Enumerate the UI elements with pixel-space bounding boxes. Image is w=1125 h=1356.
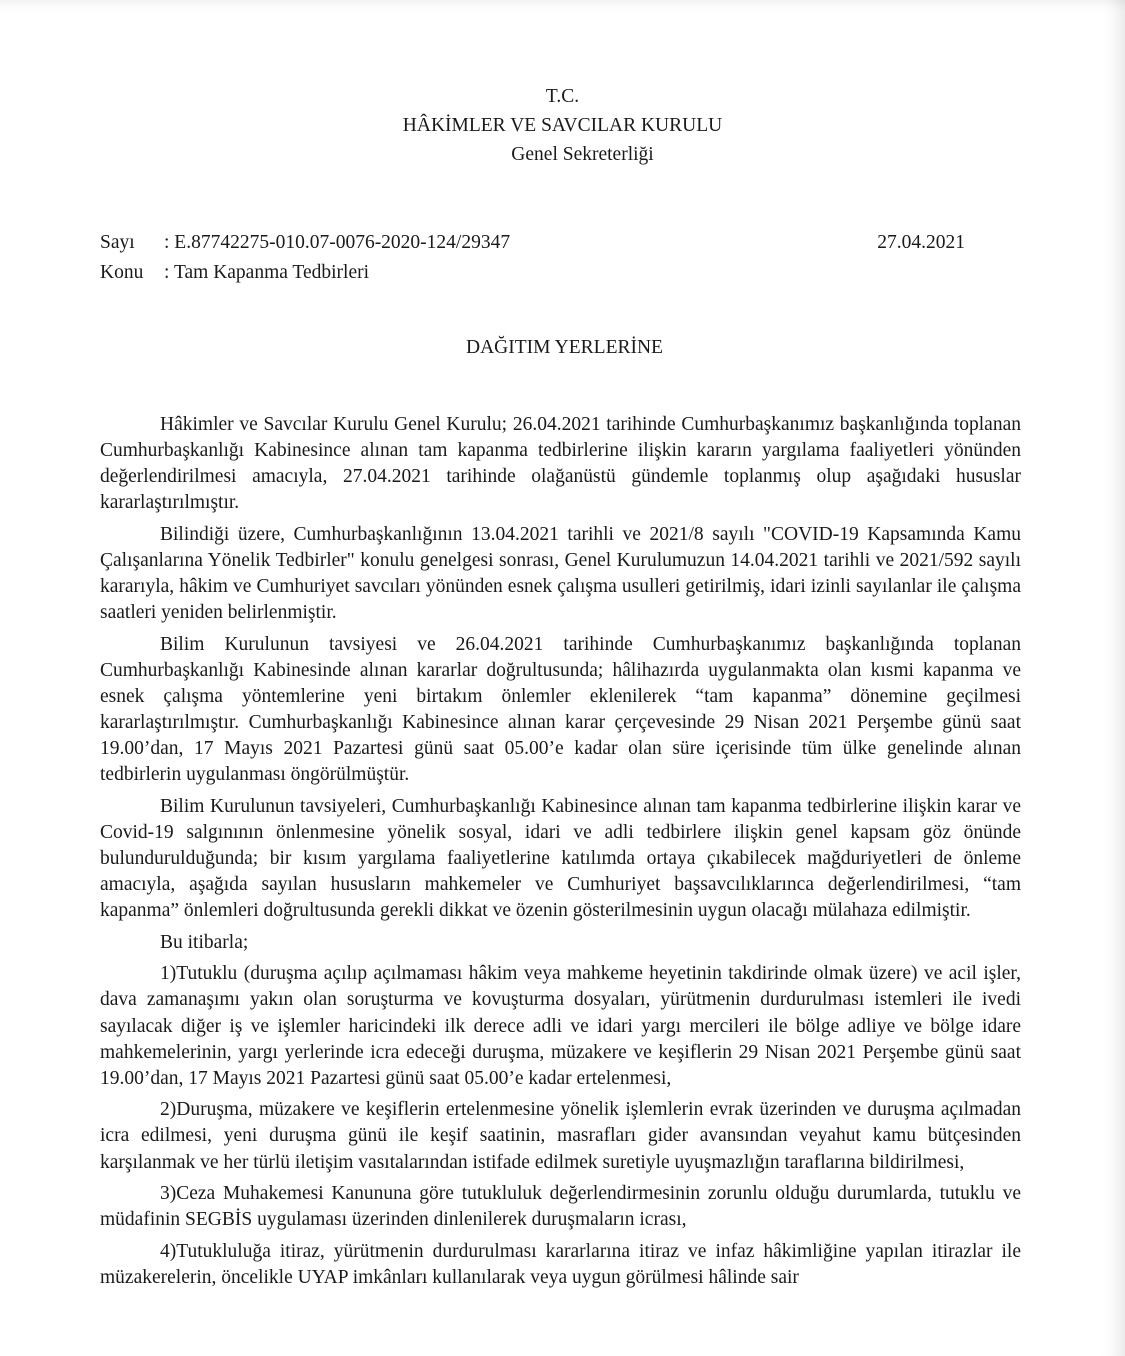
document-meta	[100, 228, 965, 288]
document-date: 27.04.2021	[877, 232, 965, 253]
reference-label: Sayı	[100, 232, 135, 253]
distribution-text: DAĞITIM YERLERİNE	[466, 337, 663, 358]
subject-row	[100, 258, 965, 288]
list-item-1: 1)Tutuklu (duruşma açılıp açılmaması hâkim veya mahkeme heyetinin takdirinde olmak üzere) ve acil işler, dava zamanaşımı yakın olan soruşturma ve kovuşturma dosyaları, yürütmenin durdurulması istemleri ile ivedi sayılacak diğer iş ve işlemler haricindeki ilk derece adli ve idari yargı mercileri ile bölge adliye ve bölge idare mahkemelerinin, yargı yerlerinde icra edeceği duruşma, müzakere ve keşiflerin 29 Nisan 2021 Perşembe günü saat 19.00’dan, 17 Mayıs 2021 Pazartesi günü saat 05.00’e kadar ertelenmesi,	[100, 963, 1021, 1089]
subject-label: Konu	[100, 262, 144, 283]
reference-row	[100, 228, 965, 258]
list-item-4: 4)Tutukluluğa itiraz, yürütmenin durdurulması kararlarına itiraz ve infaz hâkimliğine yapılan itirazlar ile müzakerelerin, öncelikle UYAP imkânları kullanılarak veya uygun görülmesi hâlinde sair	[100, 1240, 1021, 1288]
document-body	[100, 412, 1021, 1297]
header-republic: T.C.	[545, 86, 580, 107]
list-item-3: 3)Ceza Muhakemesi Kanununa göre tutukluluk değerlendirmesinin zorunlu olduğu durumlarda, tutuklu ve müdafinin SEGBİS uygulaması üzerinden dinlenilerek duruşmaların icrası,	[100, 1183, 1021, 1231]
header-department: Genel Sekreterliği	[511, 144, 654, 165]
reference-number: : E.87742275-010.07-0076-2020-124/29347	[164, 232, 511, 253]
paragraph-considerations: Bilim Kurulunun tavsiyeleri, Cumhurbaşkanlığı Kabinesince alınan tam kapanma tedbirlerine ilişkin karar ve Covid-19 salgınının önlenmesine yönelik sosyal, idari ve adli tedbirlere ilişkin genel kapsam göz önünde bulundurulduğunda; bir kısım yargılama faaliyetlerine katılımda ortaya çıkabilecek mağduriyetleri de önleme amacıyla, aşağıda sayılan hususların mahkemeler ve Cumhuriyet başsavcılıklarınca değerlendirilmesi, “tam kapanma” önlemleri doğrultusunda gerekli dikkat ve özenin gösterilmesinin uygun olacağı mülahaza edilmiştir.	[100, 795, 1021, 922]
list-item-2: 2)Duruşma, müzakere ve keşiflerin ertelenmesine yönelik işlemlerin evrak üzerinden ve duruşma açılmadan icra edilmesi, yeni duruşma günü ile keşif saatinin, masrafları gider avansından veyahut kamu bütçesinden karşılanmak ve her türlü iletişim vasıtalarından istifade edilmek suretiyle uyuşmazlığın taraflarına bildirilmesi,	[100, 1099, 1021, 1173]
letterhead	[0, 82, 1125, 169]
paragraph-background: Bilindiği üzere, Cumhurbaşkanlığının 13.04.2021 tarihli ve 2021/8 sayılı "COVID-19 Kapsamında Kamu Çalışanlarına Yönelik Tedbirler" konulu genelgesi sonrası, Genel Kurulumuzun 14.04.2021 tarihli ve 2021/592 sayılı kararıyla, hâkim ve Cumhuriyet savcıları yönünden esnek çalışma usulleri getirilmiş, idari izinli sayılanlar ile çalışma saatleri yeniden belirlenmiştir.	[100, 523, 1021, 624]
header-institution: HÂKİMLER VE SAVCILAR KURULU	[402, 115, 723, 136]
paragraph-intro: Hâkimler ve Savcılar Kurulu Genel Kurulu; 26.04.2021 tarihinde Cumhurbaşkanımız başkanlığında toplanan Cumhurbaşkanlığı Kabinesince alınan tam kapanma tedbirlerine ilişkin kararın yargılama faaliyetleri yönünden değerlendirilmesi amacıyla, 27.04.2021 tarihinde olağanüstü gündemle toplanmış olup aşağıdaki hususlar kararlaştırılmıştır.	[100, 414, 1021, 514]
distribution-heading	[0, 337, 1125, 359]
paragraph-therefore: Bu itibarla;	[160, 931, 249, 953]
subject-value: : Tam Kapanma Tedbirleri	[164, 262, 370, 283]
paragraph-decision: Bilim Kurulunun tavsiyesi ve 26.04.2021 tarihinde Cumhurbaşkanımız başkanlığında toplanan Cumhurbaşkanlığı Kabinesinde alınan kararlar doğrultusunda; hâlihazırda uygulanmakta olan kısmi kapanma ve esnek çalışma yöntemlerine yeni birtakım önlemler eklenilerek “tam kapanma” dönemine geçilmesi kararlaştırılmıştır. Cumhurbaşkanlığı Kabinesince alınan karar çerçevesinde 29 Nisan 2021 Perşembe günü saat 19.00’dan, 17 Mayıs 2021 Pazartesi günü saat 05.00’e kadar olan süre içerisinde tüm ülke genelinde alınan tedbirlerin uygulanması öngörülmüştür.	[100, 633, 1021, 786]
